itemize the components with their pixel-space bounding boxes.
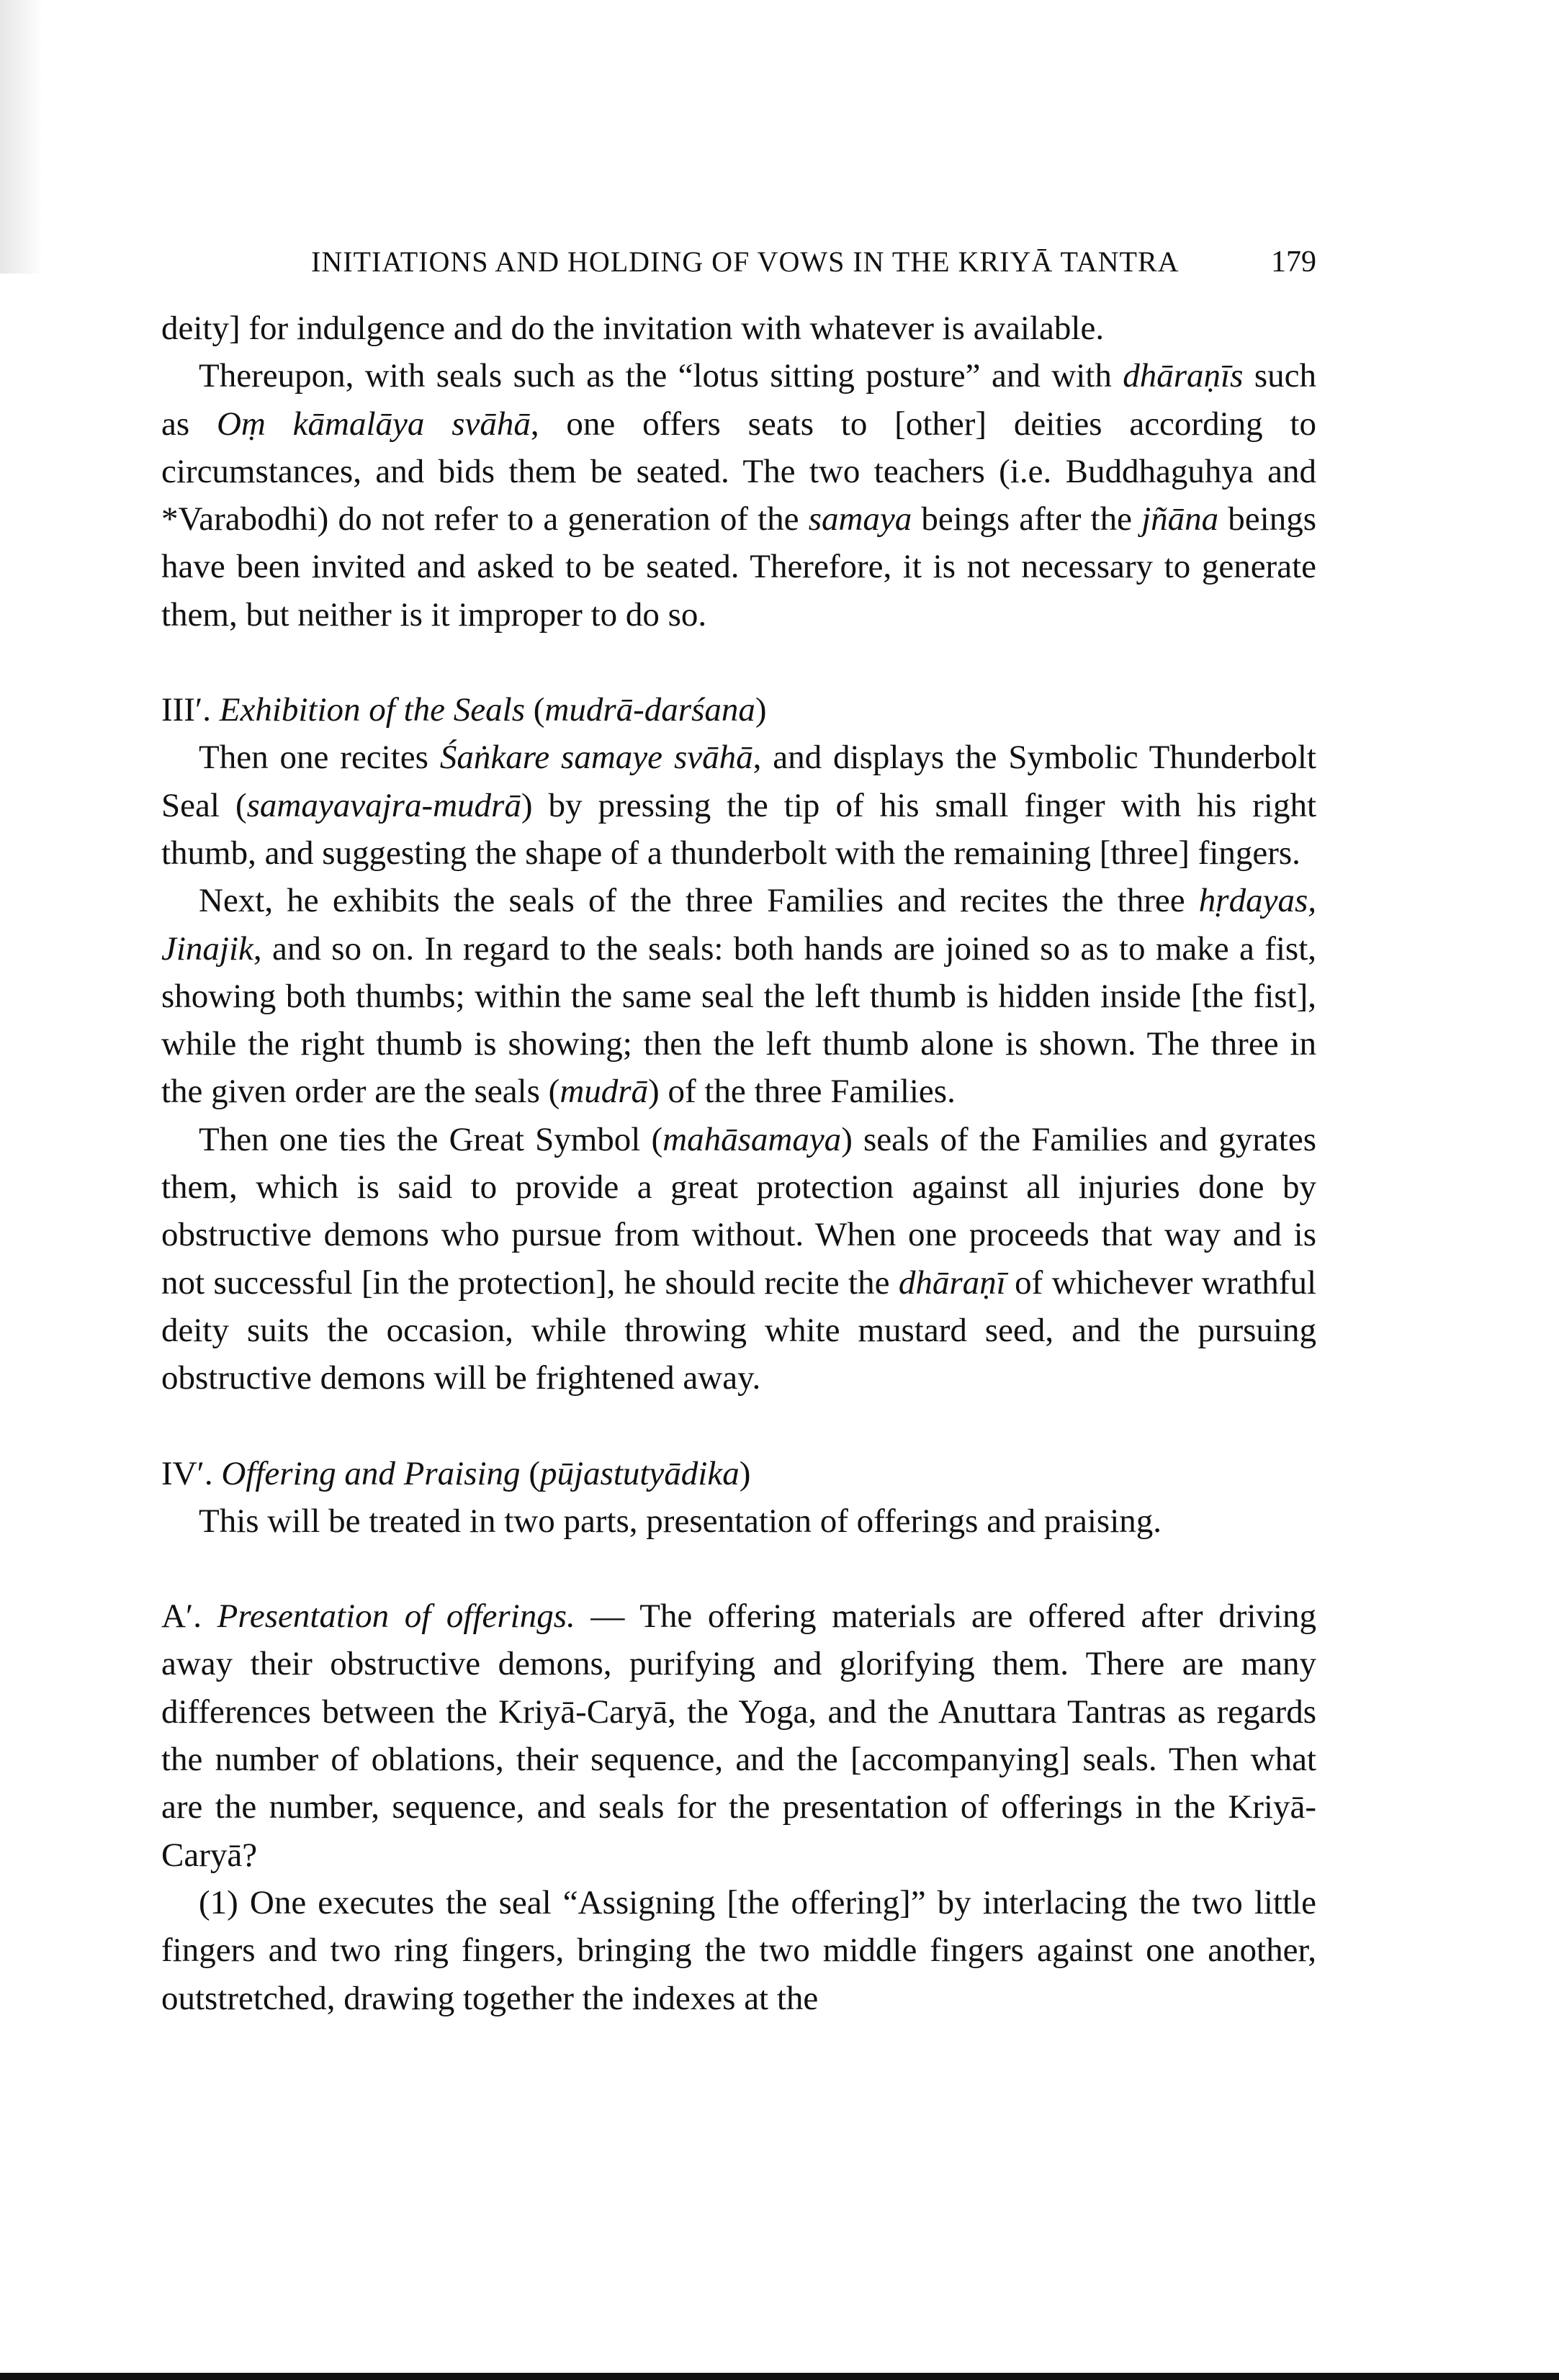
paragraph-text: of whichever wrathful deity suits the occasion, while throwing white mustard seed, and the pursuing obstructive demons will be frightened away. — [161, 1263, 1316, 1397]
paragraph-continuation — [161, 305, 1316, 352]
paragraph-text: such as — [161, 357, 1316, 443]
sanskrit-term: dhāraṇīs — [1123, 357, 1244, 395]
section-sanskrit-title: pūjastutyādika — [539, 1454, 740, 1492]
paragraph-text: , one offers seats to [other] deities according to circumstances, and bids them be seated. The two teachers (i.e. Buddhaguhya and *Varabodhi) do not refer to a generation of the — [161, 405, 1316, 538]
section-punctuation: ) — [755, 691, 767, 729]
subsection-label: A′. — [161, 1597, 217, 1636]
section-punctuation: ( — [525, 691, 545, 729]
section-punctuation: ) — [739, 1454, 751, 1492]
paragraph-text: ) seals of the Families and gyrates them, which is said to provide a great protection against all injuries done by obstructive demons who pursue from without. When one proceeds that way and is not successful [in the protection], he should recite the — [161, 1120, 1316, 1302]
sanskrit-term: hṛdayas, Jinajik — [161, 882, 1316, 968]
paragraph-text: Then one recites — [199, 739, 440, 777]
paragraph-text: (1) One executes the seal “Assigning [the offering]” by interlacing the two little fingers and two ring fingers, bringing the two middle fingers against one another, outstretched, drawing together the indexes at the — [161, 1883, 1316, 2017]
paragraph-presentation-of-offerings — [161, 1592, 1316, 1879]
scan-bottom-edge — [0, 2373, 1559, 2380]
sanskrit-term: samayavajra-mudrā — [246, 786, 521, 824]
subsection-title: Presentation of offerings. — [217, 1597, 575, 1636]
paragraph-text: , and displays the Symbolic Thunderbolt Seal ( — [161, 739, 1316, 824]
main-text — [161, 305, 1316, 2022]
paragraph-text: ) by pressing the tip of his small finger with his right thumb, and suggesting the shape of a thunderbolt with the remaining [three] fingers. — [161, 786, 1317, 872]
section-heading-exhibition-of-seals — [161, 686, 1316, 734]
paragraph-thunderbolt-seal — [161, 734, 1316, 877]
paragraph-three-families — [161, 877, 1316, 1115]
sanskrit-term: mahāsamaya — [662, 1120, 842, 1158]
scan-page-edge-shadow — [0, 0, 43, 274]
running-head: INITIATIONS AND HOLDING OF VOWS IN THE KRIYĀ TANTRA — [311, 245, 1180, 278]
paragraph-text: beings have been invited and asked to be seated. Therefore, it is not necessary to generate them, but neither is it improper to do so. — [161, 500, 1316, 634]
paragraph-text: ) of the three Families. — [648, 1073, 956, 1111]
section-punctuation: ( — [520, 1454, 540, 1492]
paragraph-two-parts — [161, 1497, 1316, 1545]
sanskrit-term: samaya — [808, 500, 912, 538]
section-sanskrit-title: mudrā-darśana — [544, 691, 755, 729]
paragraph-text: — The offering materials are offered after driving away their obstructive demons, purifying and glorifying them. There are many differences between the Kriyā-Caryā, the Yoga, and the Anuttara Tantras as regards the number of oblations, their sequence, and the [accompanying] seals. Then what are the number, sequence, and seals for the presentation of offerings in the Kriyā-Caryā? — [161, 1597, 1316, 1874]
paragraph-text: This will be treated in two parts, presentation of offerings and praising. — [199, 1502, 1162, 1540]
section-number: IV′. — [161, 1454, 222, 1492]
paragraph-great-symbol — [161, 1116, 1316, 1402]
paragraph-text: Then one ties the Great Symbol ( — [199, 1120, 663, 1158]
paragraph-text: deity] for indulgence and do the invitation with whatever is available. — [161, 310, 1105, 347]
paragraph-seating-deities — [161, 352, 1316, 639]
paragraph-text: Thereupon, with seals such as the “lotus sitting posture” and with — [199, 357, 1123, 395]
page-header — [311, 245, 1316, 281]
sanskrit-term: mudrā — [560, 1073, 649, 1111]
section-title: Offering and Praising — [221, 1454, 521, 1492]
section-heading-offering-and-praising — [161, 1450, 1316, 1497]
paragraph-text: , and so on. In regard to the seals: both hands are joined so as to make a fist, showing both thumbs; within the same seal the left thumb is hidden inside [the fist], while the right thumb is showing; then the left thumb alone is shown. The three in the given order are the seals ( — [161, 929, 1316, 1111]
section-number: III′. — [161, 691, 220, 729]
page-number: 179 — [1271, 245, 1316, 279]
sanskrit-mantra: Oṃ kāmalāya svāhā — [216, 405, 531, 443]
sanskrit-term: jñāna — [1141, 500, 1219, 538]
sanskrit-mantra: Śaṅkare samaye svāhā — [439, 739, 753, 777]
paragraph-text: Next, he exhibits the seals of the three Families and recites the three — [199, 882, 1199, 920]
section-title: Exhibition of the Seals — [219, 691, 525, 729]
sanskrit-term: dhāraṇī — [898, 1263, 1006, 1302]
paragraph-assigning-seal — [161, 1879, 1316, 2022]
paragraph-text: beings after the — [912, 500, 1142, 538]
